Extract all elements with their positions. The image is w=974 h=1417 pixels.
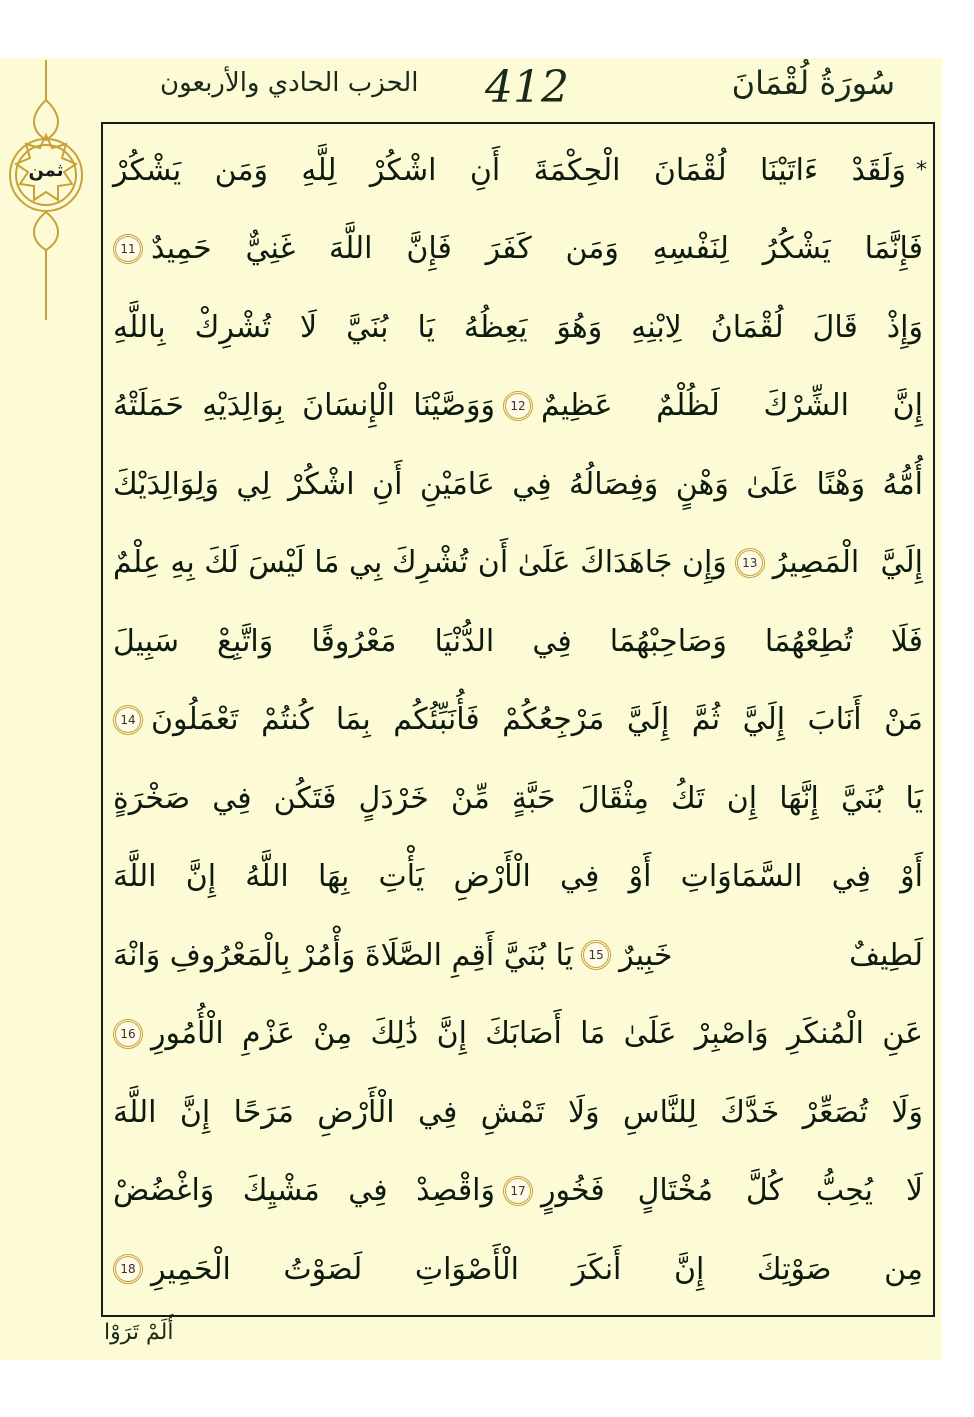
verse-lines (109, 132, 927, 1307)
verse-line (109, 211, 927, 287)
thumn-margin-ornament-icon (0, 60, 100, 320)
verse-line (109, 1153, 927, 1229)
ayah-number-marker: 12 (503, 391, 533, 421)
ayah-number-marker: 15 (581, 940, 611, 970)
verse-line (109, 132, 927, 208)
ayah-number-marker: 13 (735, 548, 765, 578)
verse-text: أُمُّهُ وَهْنًا عَلَىٰ وَهْنٍ وَفِصَالُهُ فِي عَامَيْنِ أَنِ اشْكُرْ لِي وَلِوَالِدَيْكَ (113, 466, 923, 502)
verse-line (109, 917, 927, 993)
verse-text-continued: وَإِن جَاهَدَاكَ عَلَىٰ أَن تُشْرِكَ بِي مَا لَيْسَ لَكَ بِهِ عِلْمٌ (113, 545, 727, 580)
verse-text: وَلَا تُصَعِّرْ خَدَّكَ لِلنَّاسِ وَلَا تَمْشِ فِي الْأَرْضِ مَرَحًا إِنَّ اللَّهَ (113, 1094, 923, 1130)
verse-text: مِن صَوْتِكَ إِنَّ أَنكَرَ الْأَصْوَاتِ لَصَوْتُ الْحَمِيرِ (151, 1251, 923, 1287)
verse-text-continued: يَا بُنَيَّ أَقِمِ الصَّلَاةَ وَأْمُرْ بِالْمَعْرُوفِ وَانْهَ (113, 937, 574, 973)
catchword: أَلَمْ تَرَوْا (104, 1320, 174, 1345)
page-number: 412 (485, 62, 569, 113)
text-frame (101, 122, 935, 1317)
ayah-number-marker: 18 (113, 1254, 143, 1284)
verse-line (109, 839, 927, 915)
ayah-number-marker: 14 (113, 705, 143, 735)
verse-text: فَلَا تُطِعْهُمَا وَصَاحِبْهُمَا فِي الدُّنْيَا مَعْرُوفًا وَاتَّبِعْ سَبِيلَ (113, 623, 923, 659)
verse-text: إِلَيَّ الْمَصِيرُ (772, 545, 923, 580)
rub-marker-icon: * (916, 157, 927, 183)
surah-name: سُورَةُ لُقْمَانَ (731, 64, 895, 102)
verse-text: لَطِيفٌ خَبِيرٌ (619, 937, 923, 973)
verse-text: فَإِنَّمَا يَشْكُرُ لِنَفْسِهِ وَمَن كَفَرَ فَإِنَّ اللَّهَ غَنِيٌّ حَمِيدٌ (151, 231, 923, 266)
ayah-number-marker: 11 (113, 234, 143, 264)
verse-text: يَا بُنَيَّ إِنَّهَا إِن تَكُ مِثْقَالَ حَبَّةٍ مِّنْ خَرْدَلٍ فَتَكُن فِي صَخْرَةٍ (113, 780, 923, 816)
hizb-label: الحزب الحادي والأربعون (160, 68, 419, 98)
verse-line (109, 996, 927, 1072)
verse-text: عَنِ الْمُنكَرِ وَاصْبِرْ عَلَىٰ مَا أَصَابَكَ إِنَّ ذَٰلِكَ مِنْ عَزْمِ الْأُمُورِ (151, 1016, 923, 1051)
verse-line (109, 368, 927, 444)
verse-line (109, 760, 927, 836)
verse-text: مَنْ أَنَابَ إِلَيَّ ثُمَّ إِلَيَّ مَرْجِعُكُمْ فَأُنَبِّئُكُم بِمَا كُنتُمْ تَعْمَلُونَ (151, 702, 923, 737)
verse-text: لَا يُحِبُّ كُلَّ مُخْتَالٍ فَخُورٍ (541, 1173, 923, 1208)
verse-line (109, 525, 927, 601)
page-header (100, 60, 935, 122)
verse-text: إِنَّ الشِّرْكَ لَظُلْمٌ عَظِيمٌ (541, 388, 923, 423)
verse-text-continued: وَاقْصِدْ فِي مَشْيِكَ وَاغْضُضْ (113, 1173, 495, 1208)
verse-line (109, 682, 927, 758)
verse-text: وَلَقَدْ ءَاتَيْنَا لُقْمَانَ الْحِكْمَةَ أَنِ اشْكُرْ لِلَّهِ وَمَن يَشْكُرْ (113, 152, 906, 188)
verse-text-continued: وَوَصَّيْنَا الْإِنسَانَ بِوَالِدَيْهِ حَمَلَتْهُ (113, 388, 495, 423)
ayah-number-marker: 17 (503, 1176, 533, 1206)
verse-line (109, 289, 927, 365)
ayah-number-marker: 16 (113, 1019, 143, 1049)
thumn-label: ثمن (28, 160, 64, 181)
verse-line (109, 446, 927, 522)
verse-text: أَوْ فِي السَّمَاوَاتِ أَوْ فِي الْأَرْضِ يَأْتِ بِهَا اللَّهُ إِنَّ اللَّهَ (113, 859, 923, 894)
verse-line (109, 1074, 927, 1150)
verse-line (109, 1231, 927, 1307)
verse-line (109, 603, 927, 679)
verse-text: وَإِذْ قَالَ لُقْمَانُ لِابْنِهِ وَهُوَ يَعِظُهُ يَا بُنَيَّ لَا تُشْرِكْ بِاللَّهِ (113, 309, 923, 345)
